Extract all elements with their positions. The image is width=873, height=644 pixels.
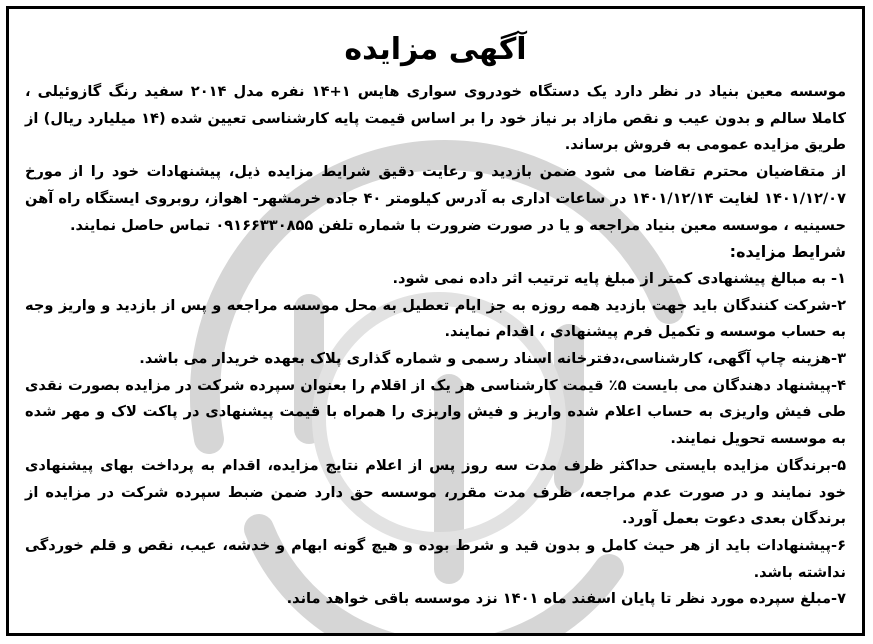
condition-item: ۷-مبلغ سپرده مورد نظر تا پایان اسفند ماه ۱۴۰۱ نزد موسسه باقی خواهد ماند.: [286, 590, 846, 608]
notice-body: [25, 79, 846, 613]
intro-paragraph: از متقاضیان محترم تقاضا می شود ضمن بازدید و رعایت دقیق شرایط مزایده ذیل، پیشنهادات خود را از مورخ ۱۴۰۱/۱۲/۰۷ لغایت ۱۴۰۱/۱۲/۱۴ در ساعات اداری به آدرس کیلومتر ۴۰ جاده خرمشهر- اهواز، روبروی ایستگاه راه آهن حسینیه ، موسسه معین بنیاد مراجعه و یا در صورت ضرورت با شماره تلفن ۰۹۱۶۶۳۳۰۸۵۵ تماس حاصل نمایند.: [25, 163, 846, 234]
condition-item: ۳-هزینه چاپ آگهی، کارشناسی،دفترخانه اسناد رسمی و شماره گذاری پلاک بعهده خریدار می باشد.: [139, 350, 846, 368]
condition-item: ۲-شرکت کنندگان باید جهت بازدید همه روزه به جز ایام تعطیل به محل موسسه مراجعه و پس از بازدید و واریز وجه به حساب موسسه و تکمیل فرم پیشنهادی ، اقدام نمایند.: [25, 296, 846, 341]
intro-paragraph: موسسه معین بنیاد در نظر دارد یک دستگاه خودروی سواری هایس ۱+۱۴ نفره مدل ۲۰۱۴ سفید رنگ گازوئیلی ، کاملا سالم و بدون عیب و نقص مازاد بر نیاز خود را بر اساس قیمت پایه کارشناسی تعیین شده (۱۴ میلیارد ریال) از طریق مزایده عمومی به فروش برساند.: [25, 83, 846, 154]
condition-item: ۱- به مبالغ پیشنهادی کمتر از مبلغ پایه ترتیب اثر داده نمی شود.: [392, 269, 846, 287]
notice-title: آگهی مزایده: [344, 32, 527, 67]
conditions-heading: شرایط مزایده:: [729, 242, 846, 262]
condition-item: ۵-برندگان مزایده بایستی حداکثر ظرف مدت سه روز پس از اعلام نتایج مزایده، اقدام به پرداخت بهای پیشنهادی خود نمایند و در صورت عدم مراجعه، ظرف مدت مقرر، موسسه حق دارد ضمن ضبط سپرده شرکت در مزایده از برندگان بعدی دعوت بعمل آورد.: [25, 456, 846, 528]
condition-item: ۴-پیشنهاد دهندگان می بایست ۵٪ قیمت کارشناسی هر یک از اقلام را بعنوان سپرده شرکت در مزایده بصورت نقدی طی فیش واریزی به حساب اعلام شده واریز و فیش واریزی را همراه با قیمت پیشنهادی در پاکت لاک و مهر شده به موسسه تحویل نمایند.: [25, 376, 846, 448]
auction-notice: [6, 6, 865, 636]
condition-item: ۶-پیشنهادات باید از هر حیث کامل و بدون قید و شرط بوده و هیچ گونه ابهام و خدشه، عیب، نقص و قلم خوردگی نداشته باشد.: [25, 536, 846, 581]
